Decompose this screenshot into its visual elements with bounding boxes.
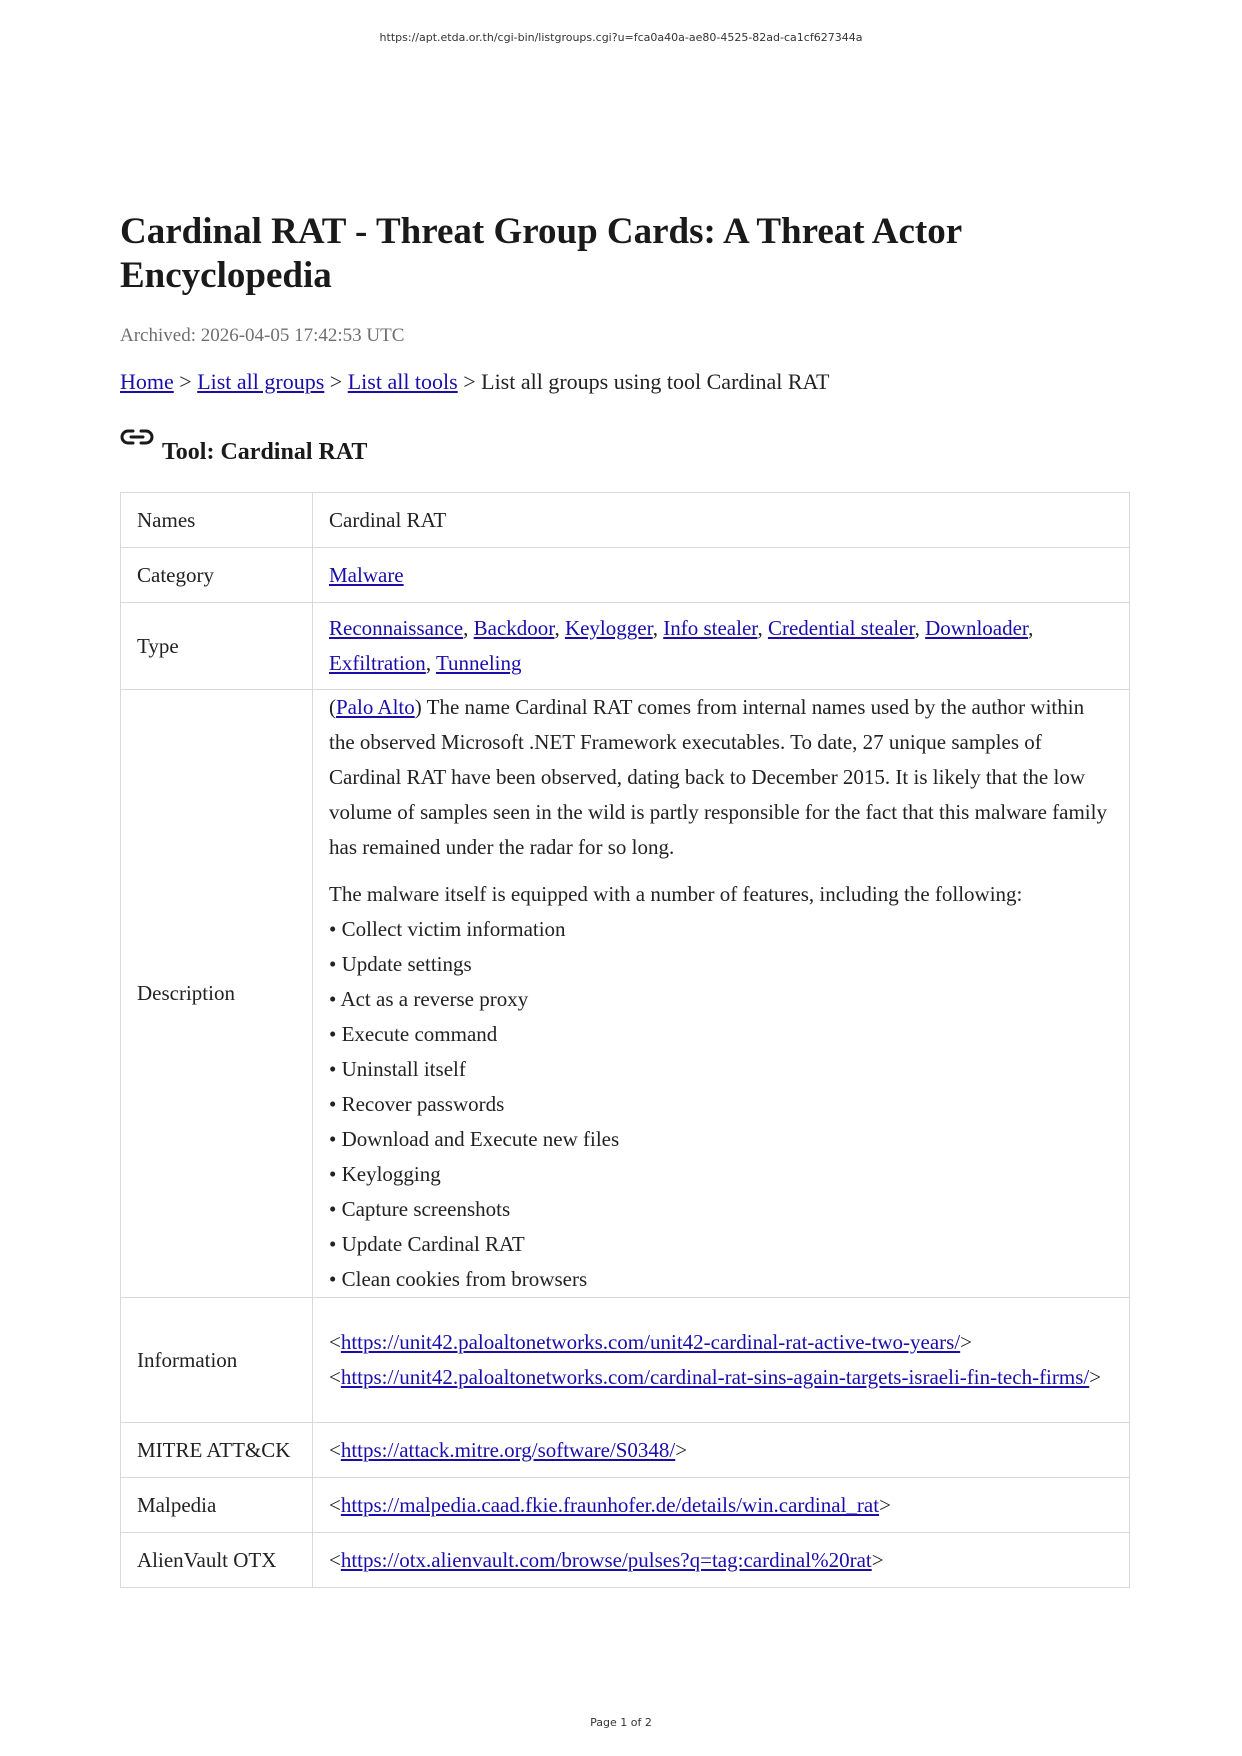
table-row-description — [121, 690, 1130, 1298]
type-link-info-stealer[interactable]: Info stealer — [663, 616, 758, 640]
type-separator: , — [554, 616, 565, 640]
type-value — [313, 603, 1130, 690]
page-title: Cardinal RAT - Threat Group Cards: A Threat Actor Encyclopedia — [120, 211, 962, 296]
list-item: • Recover passwords — [329, 1092, 505, 1116]
unit42-active-two-years-link[interactable]: https://unit42.paloaltonetworks.com/unit42-cardinal-rat-active-two-years/ — [340, 1330, 961, 1354]
category-label: Category — [121, 548, 313, 603]
description-label: Description — [121, 690, 313, 1298]
list-item: • Execute command — [329, 1022, 498, 1046]
description-text: ) The name Cardinal RAT comes from internal names used by the author within the observed Microsoft .NET Framework executables. To date, 27 unique samples of Cardinal RAT have been observed, dating back to December 2015. It is likely that the low volume of samples seen in the wild is partly responsible for the fact that this malware family has remained under the radar for so long. — [329, 695, 1107, 859]
list-item: • Collect victim information — [329, 917, 566, 941]
list-item: • Update settings — [329, 952, 472, 976]
source-open-paren: ( — [329, 695, 336, 719]
breadcrumb-list-tools-link[interactable]: List all tools — [347, 369, 458, 394]
malpedia-link[interactable]: https://malpedia.caad.fkie.fraunhofer.de/details/win.cardinal_rat — [340, 1492, 880, 1517]
angle-open: < — [329, 1330, 341, 1354]
list-item: • Download and Execute new files — [329, 1127, 620, 1151]
category-value — [313, 548, 1130, 603]
tool-heading — [120, 431, 1128, 466]
table-row-malpedia — [121, 1478, 1130, 1533]
malpedia-value — [313, 1478, 1130, 1533]
breadcrumb-list-groups-link[interactable]: List all groups — [197, 369, 325, 394]
list-item: • Clean cookies from browsers — [329, 1267, 588, 1291]
breadcrumb-home-link[interactable]: Home — [120, 369, 174, 394]
type-link-tunneling[interactable]: Tunneling — [435, 651, 522, 675]
page-footer: Page 1 of 2 — [590, 1716, 652, 1729]
list-item: • Capture screenshots — [329, 1197, 511, 1221]
names-value: Cardinal RAT — [313, 493, 1130, 548]
archived-timestamp: Archived: 2026-04-05 17:42:53 UTC — [120, 325, 405, 346]
otx-value — [313, 1533, 1130, 1588]
breadcrumb — [120, 369, 1128, 395]
malpedia-label: Malpedia — [121, 1478, 313, 1533]
angle-close: > — [871, 1547, 884, 1572]
angle-open: < — [329, 1492, 341, 1517]
description-paragraph — [329, 690, 1113, 865]
list-item: • Act as a reverse proxy — [329, 987, 529, 1011]
feature-list — [329, 912, 1113, 1297]
type-separator: , — [1028, 616, 1034, 640]
type-separator: , — [425, 651, 436, 675]
list-item: • Update Cardinal RAT — [329, 1232, 525, 1256]
tool-heading-text: Tool: Cardinal RAT — [162, 439, 368, 465]
type-separator: , — [652, 616, 664, 640]
breadcrumb-current: > List all groups using tool Cardinal RAT — [457, 369, 830, 394]
link-icon — [120, 425, 156, 449]
table-row-information — [121, 1298, 1130, 1423]
features-intro: The malware itself is equipped with a number of features, including the following: — [329, 882, 1023, 906]
table-row-category — [121, 548, 1130, 603]
information-value — [313, 1298, 1130, 1423]
angle-close: > — [960, 1330, 973, 1354]
page-url: https://apt.etda.or.th/cgi-bin/listgroups.cgi?u=fca0a40a-ae80-4525-82ad-ca1cf627344a — [379, 31, 863, 44]
type-label: Type — [121, 603, 313, 690]
angle-open: < — [329, 1437, 341, 1462]
mitre-value — [313, 1423, 1130, 1478]
angle-open: < — [329, 1547, 341, 1572]
palo-alto-source-link[interactable]: Palo Alto — [336, 695, 415, 719]
type-link-backdoor[interactable]: Backdoor — [473, 616, 555, 640]
type-link-reconnaissance[interactable]: Reconnaissance — [329, 616, 464, 640]
type-link-downloader[interactable]: Downloader — [925, 616, 1029, 640]
list-item: • Uninstall itself — [329, 1057, 466, 1081]
table-row-names — [121, 493, 1130, 548]
angle-close: > — [879, 1492, 891, 1517]
table-row-otx — [121, 1533, 1130, 1588]
table-row-type — [121, 603, 1130, 690]
mitre-link[interactable]: https://attack.mitre.org/software/S0348/ — [340, 1437, 676, 1462]
angle-close: > — [675, 1437, 688, 1462]
otx-label: AlienVault OTX — [121, 1533, 313, 1588]
main-content — [120, 210, 1128, 1588]
type-link-exfiltration[interactable]: Exfiltration — [329, 651, 426, 675]
mitre-label: MITRE ATT&CK — [121, 1423, 313, 1478]
type-separator: , — [463, 616, 474, 640]
unit42-sins-again-link[interactable]: https://unit42.paloaltonetworks.com/cardinal-rat-sins-again-targets-israeli-fin-tech-firms/ — [340, 1365, 1090, 1389]
type-separator: , — [914, 616, 926, 640]
breadcrumb-separator: > — [324, 369, 348, 394]
tool-info-table — [120, 492, 1130, 1588]
information-label: Information — [121, 1298, 313, 1423]
table-row-mitre — [121, 1423, 1130, 1478]
description-value — [313, 690, 1130, 1298]
names-label: Names — [121, 493, 313, 548]
type-separator: , — [757, 616, 768, 640]
category-malware-link[interactable]: Malware — [329, 562, 404, 587]
angle-close: > — [1089, 1365, 1102, 1389]
list-item: • Keylogging — [329, 1162, 441, 1186]
angle-open: < — [329, 1365, 341, 1389]
type-link-credential-stealer[interactable]: Credential stealer — [767, 616, 915, 640]
type-link-keylogger[interactable]: Keylogger — [564, 616, 653, 640]
otx-link[interactable]: https://otx.alienvault.com/browse/pulses?q=tag:cardinal%20rat — [340, 1547, 872, 1572]
breadcrumb-separator: > — [173, 369, 198, 394]
